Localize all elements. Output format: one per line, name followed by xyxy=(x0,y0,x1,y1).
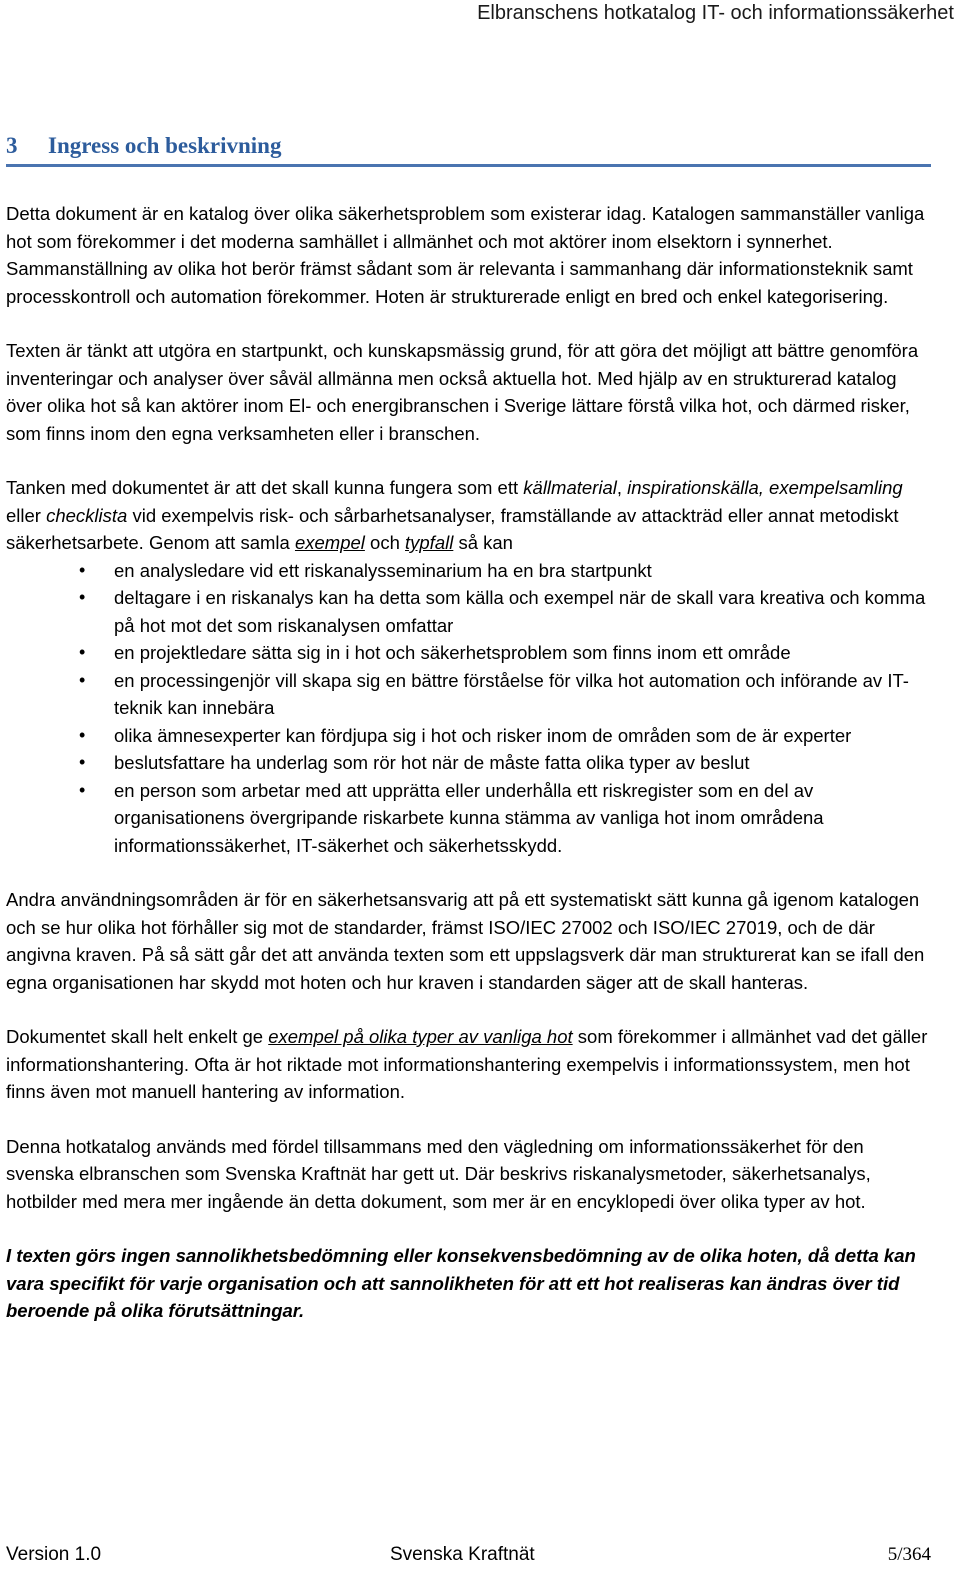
section-title: Ingress och beskrivning xyxy=(48,133,282,158)
bullet-icon: • xyxy=(79,779,86,800)
list-item: • beslutsfattare ha underlag som rör hot när de måste fatta olika typer av beslut xyxy=(6,749,936,777)
paragraph-usage: Tanken med dokumentet är att det skall kunna fungera som ett källmaterial, inspirationskälla, exempelsamling eller checklista vid exempelvis risk- och sårbarhetsanalyser, framställande av attackträd eller annat metodiskt säkerhetsarbete. Genom att samla exempel och typfall så kan xyxy=(6,477,903,553)
bullet-icon: • xyxy=(79,669,86,690)
list-item: • en processingenjör vill skapa sig en bättre förståelse för vilka hot automation och införande av IT-teknik kan innebära xyxy=(6,667,936,722)
footer-page-number: 5/364 xyxy=(887,1544,931,1565)
paragraph-purpose: Texten är tänkt att utgöra en startpunkt, och kunskapsmässig grund, för att göra det möjligt att bättre genomföra inventeringar och analyser över såväl allmänna men också aktuella hot. Med hjälp av en strukturerad katalog över olika hot så kan aktörer inom El- och energibranschen i Sverige lättare förstå vilka hot, och därmed risker, som finns inom den egna verksamheten eller i branschen. xyxy=(6,340,919,444)
usage-list xyxy=(6,557,936,860)
footer-organization: Svenska Kraftnät xyxy=(390,1544,535,1565)
bullet-icon: • xyxy=(79,642,86,662)
paragraph-examples: Dokumentet skall helt enkelt ge exempel på olika typer av vanliga hot som förekommer i allmänhet vad det gäller informationshantering. Ofta är hot riktade mot informationshantering exempelvis i informationssystem, men hot finns även mot manuell hantering av information. xyxy=(6,1026,928,1102)
running-header: Elbranschens hotkatalog IT- och informationssäkerhet xyxy=(477,2,954,24)
list-item: • en person som arbetar med att upprätta eller underhålla ett riskregister som en del av organisationens övergripande riskarbete kunna stämma av vanliga hot inom områdena informationssäkerhet, IT-säkerhet och säkerhetsskydd. xyxy=(6,777,936,860)
paragraph-guidance: Denna hotkatalog används med fördel tillsammans med den vägledning om informationssäkerhet för den svenska elbranschen som Svenska Kraftnät har gett ut. Där beskrivs riskanalysmetoder, säkerhetsanalys, hotbilder med mera mer ingående än detta dokument, som mer är en encyklopedi över olika typer av hot. xyxy=(6,1135,871,1212)
term-exempel: exempel xyxy=(294,532,365,553)
bullet-icon: • xyxy=(79,752,86,772)
bullet-icon: • xyxy=(79,724,86,745)
section-heading xyxy=(6,130,931,167)
paragraph-disclaimer: I texten görs ingen sannolikhetsbedömning eller konsekvensbedömning av de olika hoten, då detta kan vara specifikt för varje organisation och att sannolikheten för att ett hot realiseras kan ändras över tid beroende på olika förutsättningar. xyxy=(6,1245,916,1321)
list-item: • deltagare i en riskanalys kan ha detta som källa och exempel när de skall vara kreativa och komma på hot mot det som riskanalysen omfattar xyxy=(6,584,936,639)
term-typfall: typfall xyxy=(405,532,454,553)
list-item: • en projektledare sätta sig in i hot och säkerhetsproblem som finns inom ett område xyxy=(6,639,936,667)
list-item: • en analysledare vid ett riskanalysseminarium ha en bra startpunkt xyxy=(6,557,936,585)
paragraph-intro: Detta dokument är en katalog över olika säkerhetsproblem som existerar idag. Katalogen sammanställer vanliga hot som förekommer i det moderna samhället i allmänhet och mot aktörer inom elsektorn i synnerhet. Sammanställning av olika hot berör främst sådant som är relevanta i sammanhang där informationsteknik samt processkontroll och automation förekommer. Hoten är strukturerade enligt en bred och enkel kategorisering. xyxy=(6,203,925,307)
list-item: • olika ämnesexperter kan fördjupa sig i hot och risker inom de områden som de är experter xyxy=(6,722,936,750)
term-exempel-hot: exempel på olika typer av vanliga hot xyxy=(268,1026,573,1047)
footer-version: Version 1.0 xyxy=(6,1544,102,1565)
bullet-icon: • xyxy=(79,587,86,607)
term-kallmaterial: källmaterial xyxy=(523,477,617,498)
page-footer xyxy=(6,1541,931,1569)
section-number: 3 xyxy=(6,133,18,158)
document-body xyxy=(6,200,936,1352)
bullet-icon: • xyxy=(79,559,86,580)
paragraph-standards: Andra användningsområden är för en säkerhetsansvarig att på ett systematiskt sätt kunna gå igenom katalogen och se hur olika hot förhåller sig mot de standarder, främst ISO/IEC 27002 och ISO/IEC 27019, och de där angivna kraven. På så sätt går det att använda texten som ett uppslagsverk där man strukturerat kan se ifall den egna organisationen har skydd mot hoten och hur kraven i standarden säger att de skall hanteras. xyxy=(6,889,925,993)
term-inspiration: inspirationskälla, exempelsamling xyxy=(627,477,903,498)
term-checklista: checklista xyxy=(46,504,128,526)
